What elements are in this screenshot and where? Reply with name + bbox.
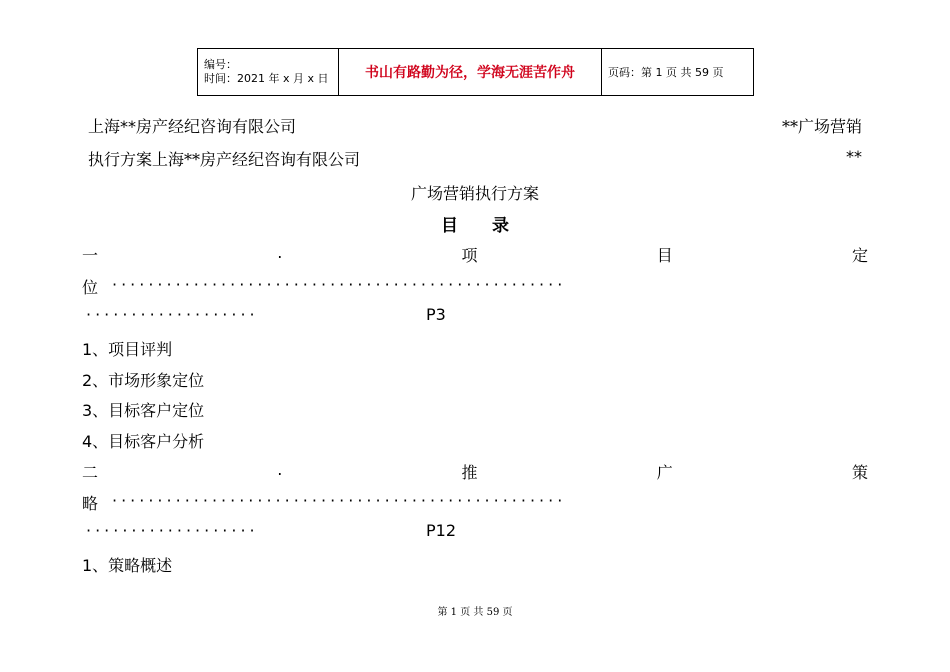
- toc-char: 目: [656, 246, 673, 265]
- company-line2-right: **: [846, 147, 862, 166]
- toc-item[interactable]: 4、目标客户分析: [82, 432, 205, 451]
- toc-item[interactable]: 1、项目评判: [82, 340, 173, 359]
- page-info: 页码：第 1 页 共 59 页: [602, 49, 754, 96]
- toc-item[interactable]: 3、目标客户定位: [82, 401, 205, 420]
- company-line2-left: 执行方案上海**房产经纪咨询有限公司: [88, 150, 361, 169]
- toc-char: 二: [82, 463, 99, 482]
- toc-char: .: [277, 243, 283, 262]
- header-meta: [198, 49, 339, 96]
- toc-char: 定: [851, 246, 868, 265]
- toc-page-number[interactable]: P3: [426, 305, 446, 324]
- page-footer: 第 1 页 共 59 页: [437, 607, 513, 618]
- toc-char: .: [277, 460, 283, 479]
- toc-section-2-tail: 略: [82, 494, 99, 513]
- toc-page-number[interactable]: P12: [426, 521, 457, 540]
- toc-char: 项: [461, 246, 478, 265]
- toc-char: 推: [461, 463, 478, 482]
- toc-leader-dots: ··················································: [112, 491, 567, 510]
- doc-title: 广场营销执行方案: [410, 184, 539, 203]
- motto: 书山有路勤为径，学海无涯苦作舟: [339, 49, 602, 96]
- toc-leader-dots: ···················: [86, 521, 259, 540]
- toc-leader-dots: ··················································: [112, 275, 567, 294]
- time-label: 时间：2021 年 x 月 x 日: [204, 72, 329, 85]
- code-label: 编号：: [204, 58, 237, 71]
- toc-char: 广: [656, 463, 673, 482]
- company-line1-left: 上海**房产经纪咨询有限公司: [88, 117, 297, 136]
- toc-item[interactable]: 2、市场形象定位: [82, 371, 205, 390]
- header-table: [197, 48, 754, 96]
- toc-section-1-heading: [82, 243, 868, 266]
- toc-leader-dots: ···················: [86, 305, 259, 324]
- toc-char: 策: [851, 463, 868, 482]
- toc-char: 一: [82, 246, 99, 265]
- company-line1-right: **广场营销: [781, 117, 862, 136]
- toc-title: 目 录: [441, 216, 509, 236]
- toc-item[interactable]: 1、策略概述: [82, 556, 173, 575]
- toc-section-1-tail: 位: [82, 278, 99, 297]
- toc-section-2-heading: [82, 460, 868, 483]
